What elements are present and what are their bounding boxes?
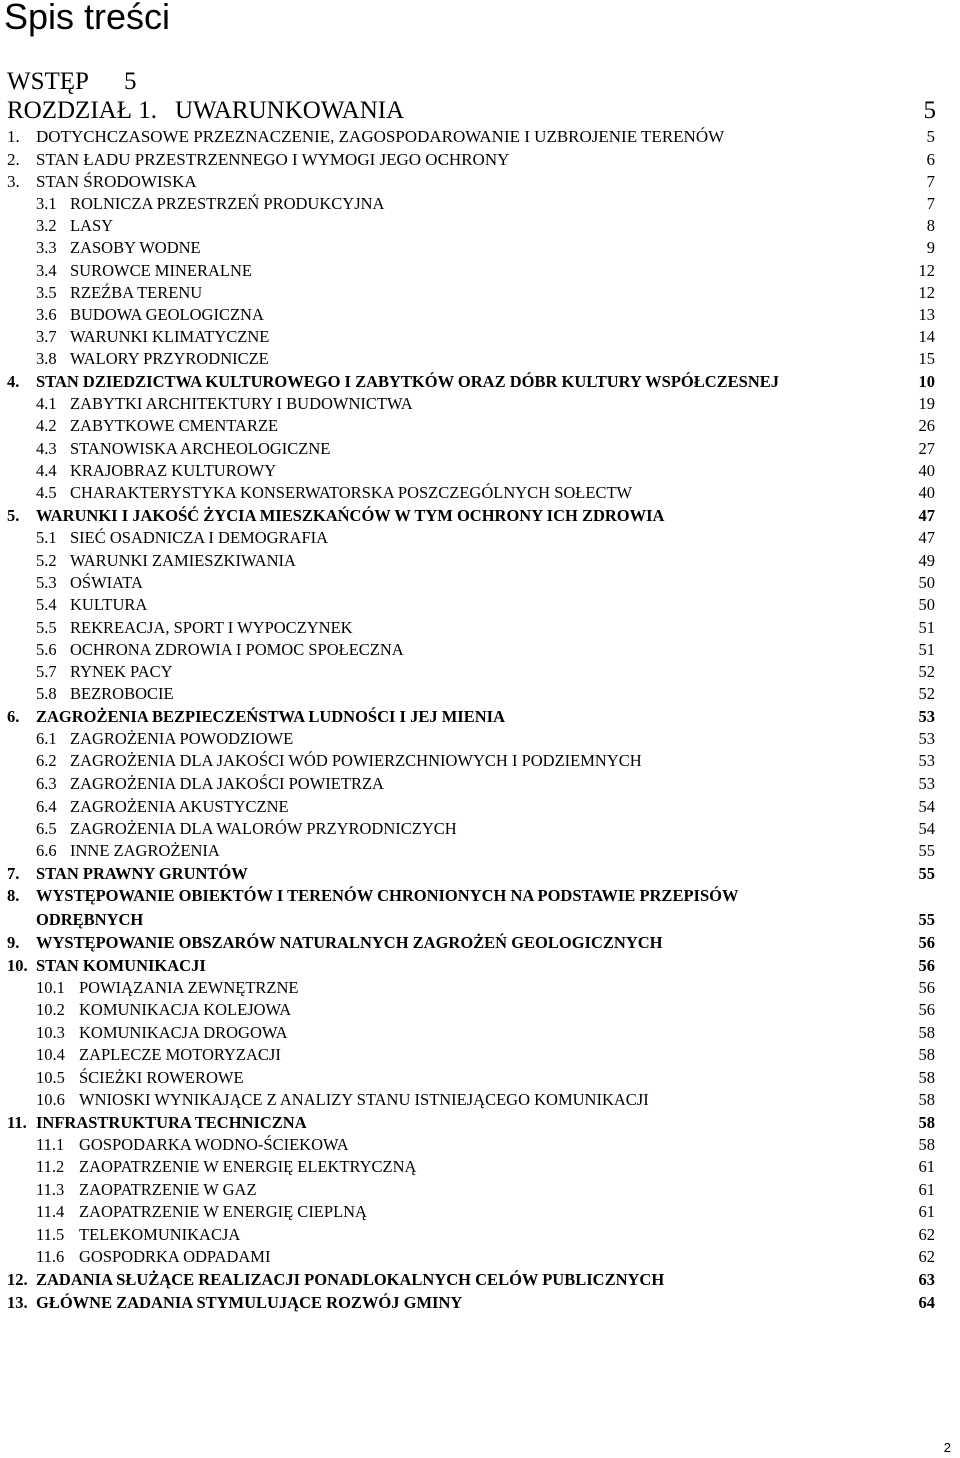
toc-entry-page: 51 [918,618,935,637]
toc-entry-page: 26 [918,416,935,435]
toc-entry-title: ZAOPATRZENIE W ENERGIĘ ELEKTRYCZNĄ [79,1157,417,1176]
toc-entry-number: 5.8 [36,684,57,703]
toc-entry-page: 5 [124,68,137,95]
toc-entry-page: 53 [918,729,935,748]
toc-entry-page: 15 [918,349,935,368]
toc-entry-title: STANOWISKA ARCHEOLOGICZNE [70,439,331,458]
toc-entry-page: 64 [918,1293,935,1312]
toc-entry-title: GOSPODARKA WODNO-ŚCIEKOWA [79,1135,349,1154]
toc-entry-title: WARUNKI I JAKOŚĆ ŻYCIA MIESZKAŃCÓW W TYM OCHRONY ICH ZDROWIA [36,506,665,525]
toc-entry-number: 3.4 [36,261,57,280]
toc-entry-title: ZAGROŻENIA DLA JAKOŚCI WÓD POWIERZCHNIOWYCH I PODZIEMNYCH [70,751,642,770]
toc-entry-number: 6.1 [36,729,57,748]
toc-entry-number: 6.5 [36,819,57,838]
toc-entry-number: 11.3 [36,1180,65,1199]
toc-entry-number: 11.2 [36,1157,65,1176]
toc-entry-title: ZAGROŻENIA DLA JAKOŚCI POWIETRZA [70,774,384,793]
toc-entry-page: 12 [918,283,935,302]
toc-entry-number: 4.5 [36,483,57,502]
toc-entry-page: 53 [918,774,935,793]
toc-entry-number: 8. [7,886,20,905]
toc-entry-page: 63 [918,1270,935,1289]
toc-entry-number: 1. [7,127,20,146]
toc-entry-page: 54 [918,819,935,838]
toc-entry-page: 62 [918,1225,935,1244]
toc-entry-number: 4.2 [36,416,57,435]
toc-entry-page: 55 [918,864,935,883]
toc-entry-title: ŚCIEŻKI ROWEROWE [79,1068,244,1087]
toc-entry-number: 5.2 [36,551,57,570]
toc-entry-page: 47 [918,506,935,525]
toc-entry-page: 58 [918,1045,935,1064]
toc-entry-page: 61 [918,1180,935,1199]
toc-entry-number: ROZDZIAŁ 1. [7,97,157,124]
toc-entry-title: TELEKOMUNIKACJA [79,1225,241,1244]
toc-entry-page: 9 [926,238,935,257]
toc-entry-page: 53 [918,707,935,726]
toc-entry-page: 13 [918,305,935,324]
toc-entry-page: 58 [918,1023,935,1042]
toc-entry-title: BUDOWA GEOLOGICZNA [70,305,264,324]
toc-entry-title: SIEĆ OSADNICZA I DEMOGRAFIA [70,528,329,547]
toc-entry-number: 10.3 [36,1023,65,1042]
toc-entry-title: ZAPLECZE MOTORYZACJI [79,1045,281,1064]
toc-entry-number: 5.4 [36,595,57,614]
toc-entry-page: 58 [918,1090,935,1109]
toc-entry-page: 5 [923,97,936,124]
toc-entry-title: RYNEK PACY [70,662,173,681]
toc-entry-number: 3.5 [36,283,57,302]
toc-entry-title: INFRASTRUKTURA TECHNICZNA [36,1113,307,1132]
toc-entry-number: 5.6 [36,640,57,659]
page-number: 2 [943,1440,951,1455]
toc-entry-page: 50 [918,595,935,614]
toc-entry-title: KRAJOBRAZ KULTUROWY [70,461,277,480]
toc-entry-title: SUROWCE MINERALNE [70,261,252,280]
toc-entry-page: 50 [918,573,935,592]
toc-entry-page: 61 [918,1202,935,1221]
toc-entry-title: ZAGROŻENIA POWODZIOWE [70,729,294,748]
toc-entry-title: ZAOPATRZENIE W ENERGIĘ CIEPLNĄ [79,1202,367,1221]
toc-entry-number: 9. [7,933,20,952]
toc-entry-number: 10.4 [36,1045,65,1064]
toc-entry-title: GOSPODRKA ODPADAMI [79,1247,271,1266]
toc-entry-number: 4.3 [36,439,57,458]
toc-entry-page: 8 [926,216,935,235]
toc-entry-title: ROLNICZA PRZESTRZEŃ PRODUKCYJNA [70,194,385,213]
toc-entry-number: 3. [7,172,20,191]
toc-entry-number: 10.6 [36,1090,65,1109]
toc-entry-page: 55 [918,910,935,929]
toc-entry-title: INNE ZAGROŻENIA [70,841,220,860]
toc-entry-page: 19 [918,394,935,413]
toc-entry-title: STAN PRAWNY GRUNTÓW [36,864,248,883]
toc-entry-title: WYSTĘPOWANIE OBIEKTÓW I TERENÓW CHRONIONYCH NA PODSTAWIE PRZEPISÓW [36,886,739,905]
toc-entry-page: 27 [918,439,935,458]
toc-entry-number: WSTĘP [7,68,89,95]
toc-entry-number: 5.7 [36,662,57,681]
toc-entry-number: 6.3 [36,774,57,793]
toc-entry-page: 5 [926,127,935,146]
toc-entry-number: 3.7 [36,327,57,346]
toc-entry-title: WARUNKI ZAMIESZKIWANIA [70,551,296,570]
page-title: Spis treści [4,0,171,37]
toc-entry-page: 47 [918,528,935,547]
toc-entry-number: 10.5 [36,1068,65,1087]
toc-entry-number: 4.4 [36,461,57,480]
toc-entry-number: 6.2 [36,751,57,770]
toc-entry-number: 4.1 [36,394,57,413]
toc-entry-title: REKREACJA, SPORT I WYPOCZYNEK [70,618,353,637]
toc-entry-title: WYSTĘPOWANIE OBSZARÓW NATURALNYCH ZAGROŻEŃ GEOLOGICZNYCH [36,933,663,952]
toc-entry-number: 11. [7,1113,27,1132]
toc-entry-number: 11.4 [36,1202,65,1221]
toc-entry-number: 11.5 [36,1225,65,1244]
toc-entry-number: 5.1 [36,528,57,547]
toc-entry-number: 3.3 [36,238,57,257]
toc-entry-number: 3.1 [36,194,57,213]
toc-entry-page: 61 [918,1157,935,1176]
toc-entry-number: 10.2 [36,1000,65,1019]
toc-entry-page: 40 [918,461,935,480]
toc-entry-number: 2. [7,150,20,169]
toc-entry-page: 52 [918,684,935,703]
toc-entry-title: ZABYTKI ARCHITEKTURY I BUDOWNICTWA [70,394,413,413]
toc-entry-number: 3.8 [36,349,57,368]
toc-entry-title: ZADANIA SŁUŻĄCE REALIZACJI PONADLOKALNYCH CELÓW PUBLICZNYCH [36,1270,665,1289]
toc-entry-page: 58 [918,1113,935,1132]
toc-entry-number: 10. [7,956,28,975]
toc-entry-number: 3.6 [36,305,57,324]
toc-entry-number: 5.3 [36,573,57,592]
toc-entry-title: GŁÓWNE ZADANIA STYMULUJĄCE ROZWÓJ GMINY [36,1293,463,1312]
toc-entry-title: POWIĄZANIA ZEWNĘTRZNE [79,978,299,997]
toc-entry-page: 55 [918,841,935,860]
toc-entry-number: 6. [7,707,20,726]
toc-entry-page: 6 [926,150,935,169]
toc-entry-number: 7. [7,864,20,883]
toc-entry-number: 11.6 [36,1247,65,1266]
toc-entry-title: WARUNKI KLIMATYCZNE [70,327,270,346]
toc-entry-title: STAN ŁADU PRZESTRZENNEGO I WYMOGI JEGO OCHRONY [36,150,510,169]
toc-entry-page: 56 [918,1000,935,1019]
toc-entry-page: 12 [918,261,935,280]
toc-entry-title: WALORY PRZYRODNICZE [70,349,269,368]
toc-entry-title: DOTYCHCZASOWE PRZEZNACZENIE, ZAGOSPODAROWANIE I UZBROJENIE TERENÓW [36,127,725,146]
toc-entry-number: 11.1 [36,1135,65,1154]
toc-entry-number: 4. [7,372,20,391]
toc-entry-title: ZAGROŻENIA DLA WALORÓW PRZYRODNICZYCH [70,819,457,838]
toc-entry-page: 62 [918,1247,935,1266]
toc-entry-title: OCHRONA ZDROWIA I POMOC SPOŁECZNA [70,640,404,659]
toc-entry-page: 54 [918,797,935,816]
toc-entry-page: 10 [918,372,935,391]
toc-entry-page: 56 [918,933,935,952]
toc-entry-number: 10.1 [36,978,65,997]
toc-entry-title: ZABYTKOWE CMENTARZE [70,416,279,435]
toc-entry-title: BEZROBOCIE [70,684,174,703]
toc-entry-number: 12. [7,1270,28,1289]
toc-entry-page: 7 [926,172,935,191]
toc-entry-title: UWARUNKOWANIA [175,97,405,124]
toc-entry-title: WNIOSKI WYNIKAJĄCE Z ANALIZY STANU ISTNIEJĄCEGO KOMUNIKACJI [79,1090,649,1109]
toc-entry-title: RZEŹBA TERENU [70,283,203,302]
toc-entry-title: LASY [70,216,114,235]
toc-entry-page: 56 [918,956,935,975]
toc-entry-title: STAN ŚRODOWISKA [36,172,197,191]
toc-entry-title: CHARAKTERYSTYKA KONSERWATORSKA POSZCZEGÓLNYCH SOŁECTW [70,483,633,502]
toc-entry-title: KULTURA [70,595,148,614]
toc-entry-title: OŚWIATA [70,573,143,592]
toc-entry-number: 5.5 [36,618,57,637]
toc-entry-title: ZASOBY WODNE [70,238,201,257]
toc-entry-page: 14 [918,327,935,346]
toc-entry-title: KOMUNIKACJA KOLEJOWA [79,1000,292,1019]
toc-entry-page: 52 [918,662,935,681]
toc-entry-page: 7 [926,194,935,213]
toc-entry-page: 58 [918,1068,935,1087]
toc-entry-number: 6.6 [36,841,57,860]
toc-entry-page: 58 [918,1135,935,1154]
toc-entry-number: 6.4 [36,797,57,816]
toc-entry-page: 53 [918,751,935,770]
toc-entry-page: 40 [918,483,935,502]
toc-entry-number: 13. [7,1293,28,1312]
toc-entry-title: STAN KOMUNIKACJI [36,956,206,975]
toc-entry-title: KOMUNIKACJA DROGOWA [79,1023,288,1042]
toc-entry-title: ZAGROŻENIA BEZPIECZEŃSTWA LUDNOŚCI I JEJ MIENIA [36,707,505,726]
toc-entry-number: 5. [7,506,20,525]
toc-entry-page: 49 [918,551,935,570]
toc-entry-page: 56 [918,978,935,997]
toc-entry-title: STAN DZIEDZICTWA KULTUROWEGO I ZABYTKÓW ORAZ DÓBR KULTURY WSPÓŁCZESNEJ [36,372,780,391]
toc-entry-title: ODRĘBNYCH [36,910,144,929]
toc-entry-title: ZAOPATRZENIE W GAZ [79,1180,257,1199]
toc-entry-title: ZAGROŻENIA AKUSTYCZNE [70,797,289,816]
toc-entry-number: 3.2 [36,216,57,235]
toc-entry-page: 51 [918,640,935,659]
